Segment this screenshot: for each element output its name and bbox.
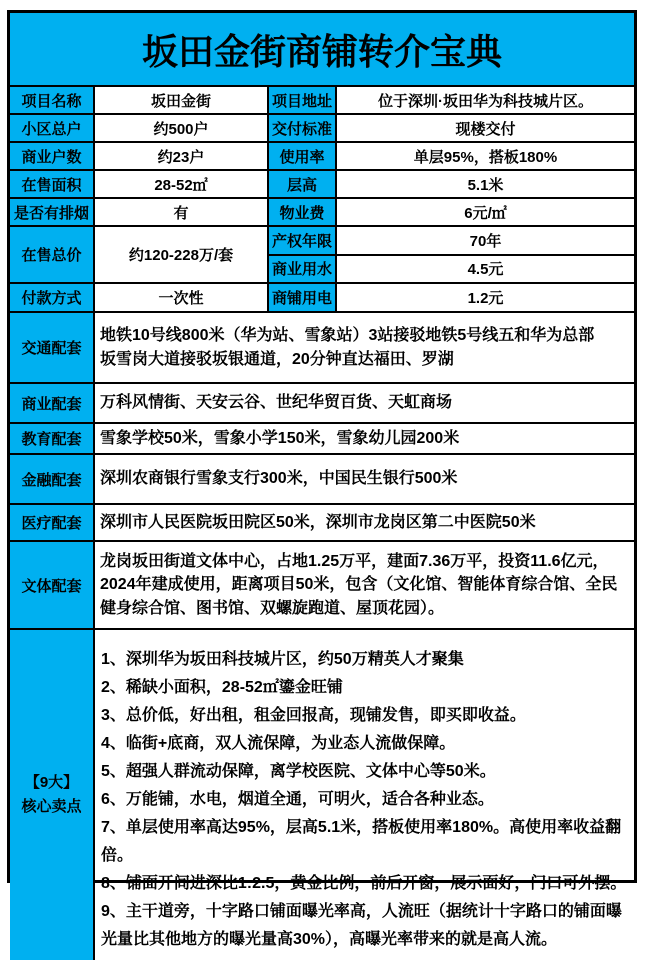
selling-points-list bbox=[95, 630, 634, 960]
culture-sports-amenity-line1: 龙岗坂田街道文体中心，占地1.25万平，建面7.36万平，投资11.6亿元，2024年建成使用，距离项目50米，包含（文化馆、智能体育综合馆、全民健身综合馆、图书馆、双螺旋跑道、屋顶花园）。 bbox=[100, 553, 618, 617]
business-amenity-content bbox=[95, 384, 634, 422]
finance-amenity-content bbox=[95, 455, 634, 503]
info-row-smoke-vent bbox=[10, 199, 634, 227]
selling-point-item: 8、铺面开间进深比1:2.5，黄金比例，前后开窗，展示面好，门口可外摆。 bbox=[101, 875, 627, 892]
traffic-amenity-content bbox=[95, 313, 634, 382]
property-rights-value: 70年 bbox=[469, 232, 502, 250]
selling-points-row bbox=[10, 630, 634, 960]
total-households-value: 约500户 bbox=[95, 115, 269, 141]
price-block-right-stack bbox=[269, 227, 634, 282]
selling-point-item: 3、总价低，好出租，租金回报高，现铺发售，即买即收益。 bbox=[101, 707, 526, 724]
project-address-value: 位于深圳·坂田华为科技城片区。 bbox=[378, 92, 593, 110]
education-amenity-row bbox=[10, 424, 634, 455]
selling-point-item: 6、万能铺，水电，烟道全通，可明火，适合各种业态。 bbox=[101, 791, 494, 808]
smoke-vent-label: 是否有排烟 bbox=[10, 199, 95, 225]
floor-height-label: 层高 bbox=[269, 171, 337, 197]
selling-point-item: 4、临街+底商，双人流保障，为业态人流做保障。 bbox=[101, 735, 456, 752]
property-fee-label: 物业费 bbox=[269, 199, 337, 225]
selling-point-item: 7、单层使用率高达95%，层高5.1米，搭板使用率180%。高使用率收益翻倍。 bbox=[101, 819, 622, 864]
education-amenity-label: 教育配套 bbox=[10, 424, 95, 453]
education-amenity-line1: 雪象学校50米，雪象小学150米，雪象幼儿园200米 bbox=[100, 429, 460, 447]
selling-point-item: 5、超强人群流动保障，离学校医院、文体中心等50米。 bbox=[101, 763, 496, 780]
property-fee-value: 6元/㎡ bbox=[464, 204, 507, 222]
project-address-label: 项目地址 bbox=[269, 87, 337, 113]
culture-sports-amenity-label: 文体配套 bbox=[10, 542, 95, 628]
education-amenity-content bbox=[95, 424, 634, 453]
traffic-amenity-row bbox=[10, 313, 634, 384]
selling-points-label-line1: 【9大】 bbox=[24, 774, 79, 791]
selling-point-item: 2、稀缺小面积，28-52㎡鎏金旺铺 bbox=[101, 679, 343, 696]
selling-point-item: 1、深圳华为坂田科技城片区，约50万精英人才聚集 bbox=[101, 651, 464, 668]
info-row-business-units bbox=[10, 143, 634, 171]
price-block-row bbox=[10, 227, 634, 284]
payment-row bbox=[10, 284, 634, 313]
traffic-amenity-line1: 地铁10号线800米（华为站、雪象站）3站接驳地铁5号线五和华为总部 bbox=[100, 327, 595, 345]
smoke-vent-value: 有 bbox=[95, 199, 269, 225]
project-name-value: 坂田金街 bbox=[95, 87, 269, 113]
total-price-label: 在售总价 bbox=[10, 227, 95, 282]
medical-amenity-row bbox=[10, 505, 634, 542]
electricity-price-value: 1.2元 bbox=[467, 290, 504, 307]
usage-rate-value: 单层95%，搭板180% bbox=[413, 148, 558, 166]
business-amenity-line1: 万科风情街、天安云谷、世纪华贸百货、天虹商场 bbox=[100, 394, 453, 412]
info-row-sale-area bbox=[10, 171, 634, 199]
sale-area-label: 在售面积 bbox=[10, 171, 95, 197]
property-rights-row bbox=[269, 227, 634, 256]
traffic-amenity-line2: 坂雪岗大道接驳坂银通道，20分钟直达福田、罗湖 bbox=[100, 350, 454, 368]
total-households-label: 小区总户 bbox=[10, 115, 95, 141]
culture-sports-amenity-row bbox=[10, 542, 634, 630]
info-row-households bbox=[10, 115, 634, 143]
finance-amenity-label: 金融配套 bbox=[10, 455, 95, 503]
business-amenity-label: 商业配套 bbox=[10, 384, 95, 422]
title-row bbox=[10, 13, 634, 87]
traffic-amenity-label: 交通配套 bbox=[10, 313, 95, 382]
promo-table bbox=[7, 10, 637, 948]
usage-rate-label: 使用率 bbox=[269, 143, 337, 169]
finance-amenity-line1: 深圳农商银行雪象支行300米，中国民生银行500米 bbox=[100, 470, 458, 488]
delivery-standard-value: 现楼交付 bbox=[455, 120, 516, 138]
electricity-price-label: 商铺用电 bbox=[269, 284, 337, 311]
payment-method-value: 一次性 bbox=[95, 284, 269, 311]
floor-height-value: 5.1米 bbox=[467, 176, 504, 194]
info-row-project bbox=[10, 87, 634, 115]
payment-method-label: 付款方式 bbox=[10, 284, 95, 311]
medical-amenity-line1: 深圳市人民医院坂田院区50米，深圳市龙岗区第二中医院50米 bbox=[100, 513, 536, 531]
project-name-label: 项目名称 bbox=[10, 87, 95, 113]
finance-amenity-row bbox=[10, 455, 634, 505]
page-title: 坂田金街商铺转介宝典 bbox=[141, 30, 502, 72]
water-price-value: 4.5元 bbox=[467, 261, 504, 279]
medical-amenity-content bbox=[95, 505, 634, 540]
selling-points-label-line2: 核心卖点 bbox=[21, 798, 82, 815]
culture-sports-amenity-content bbox=[95, 542, 634, 628]
selling-points-label bbox=[10, 630, 95, 960]
water-price-row bbox=[269, 256, 634, 283]
sale-area-value: 28-52㎡ bbox=[95, 171, 269, 197]
business-units-label: 商业户数 bbox=[10, 143, 95, 169]
selling-point-item: 9、主干道旁，十字路口铺面曝光率高，人流旺（据统计十字路口的铺面曝光量比其他地方的曝光量高30%），高曝光率带来的就是高人流。 bbox=[101, 903, 622, 948]
property-rights-label: 产权年限 bbox=[269, 227, 337, 254]
delivery-standard-label: 交付标准 bbox=[269, 115, 337, 141]
total-price-value: 约120-228万/套 bbox=[95, 227, 269, 282]
business-amenity-row bbox=[10, 384, 634, 424]
water-price-label: 商业用水 bbox=[269, 256, 337, 283]
medical-amenity-label: 医疗配套 bbox=[10, 505, 95, 540]
business-units-value: 约23户 bbox=[95, 143, 269, 169]
